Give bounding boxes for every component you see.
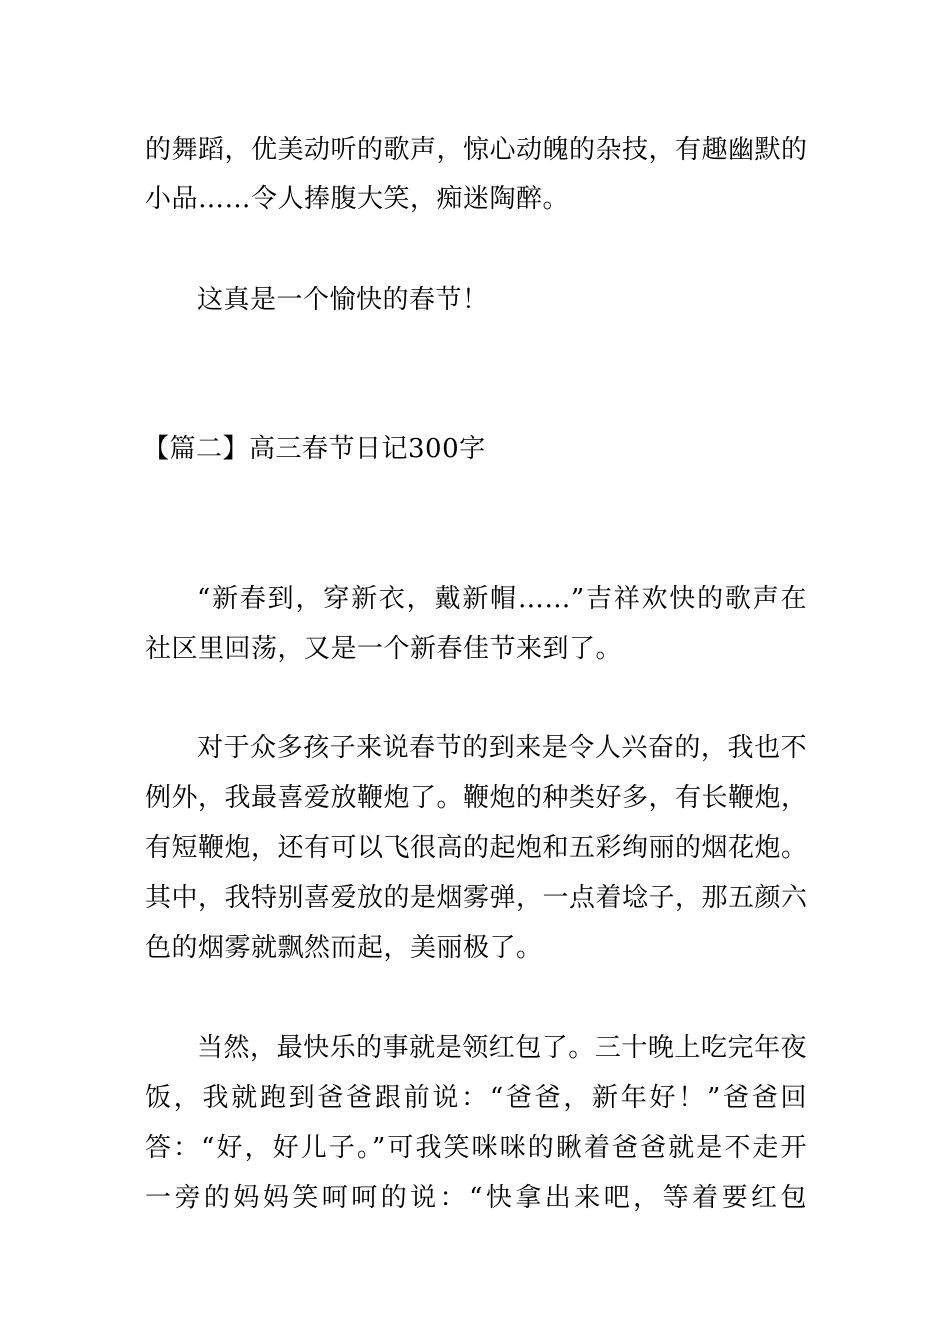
paragraph-line: 例外，我最喜爱放鞭炮了。鞭炮的种类好多，有长鞭炮， (145, 783, 808, 813)
paragraph-line: “新春到，穿新衣，戴新帽……”吉祥欢快的歌声在 (197, 584, 807, 614)
paragraph-line: 色的烟雾就飘然而起，美丽极了。 (145, 933, 543, 963)
paragraph-line: 一旁的妈妈笑呵呵的说：“快拿出来吧，等着要红包 (145, 1183, 807, 1213)
paragraph-line: 其中，我特别喜爱放的是烟雾弹，一点着埝子，那五颜六 (145, 883, 808, 913)
paragraph-line: 小品……令人捧腹大笑，痴迷陶醉。 (145, 184, 570, 214)
closing-sentence: 这真是一个愉快的春节！ (197, 285, 489, 315)
paragraph-line: 当然，最快乐的事就是领红包了。三十晚上吃完年夜 (197, 1033, 807, 1063)
paragraph-line: 的舞蹈，优美动听的歌声，惊心动魄的杂技，有趣幽默的 (145, 135, 808, 165)
section-heading: 【篇二】高三春节日记300字 (143, 434, 486, 464)
paragraph-line: 有短鞭炮，还有可以飞很高的起炮和五彩绚丽的烟花炮。 (145, 833, 808, 863)
paragraph-line: 饭，我就跑到爸爸跟前说：“爸爸，新年好！”爸爸回 (145, 1083, 807, 1113)
paragraph-line: 对于众多孩子来说春节的到来是令人兴奋的，我也不 (197, 733, 807, 763)
paragraph-line: 答：“好，好儿子。”可我笑咪咪的瞅着爸爸就是不走开 (145, 1133, 807, 1163)
paragraph-line: 社区里回荡，又是一个新春佳节来到了。 (145, 634, 623, 664)
